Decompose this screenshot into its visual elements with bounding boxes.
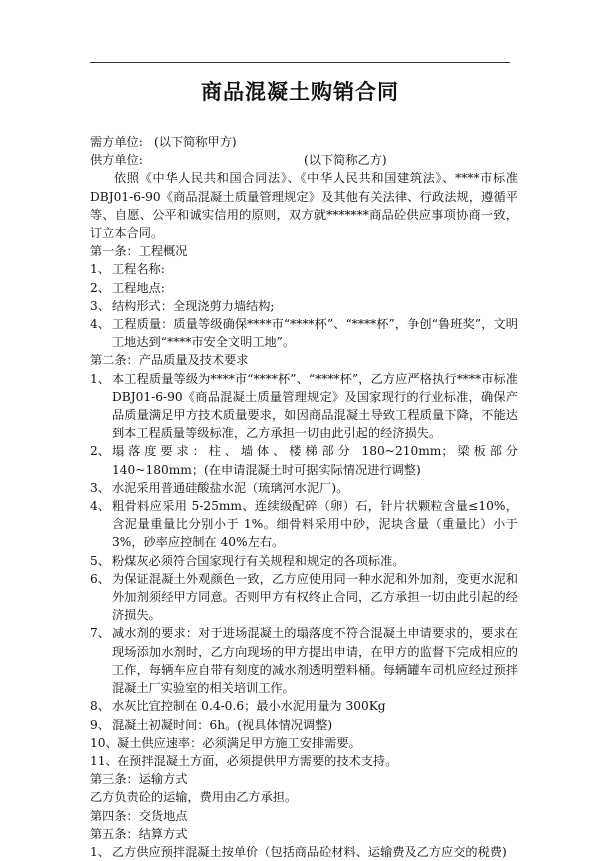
seller-line [90,151,518,169]
seller-label: 供方单位: [90,153,143,168]
item-text: 在预拌混凝土方面，必须提供甲方需要的技术支持。 [117,753,398,768]
item-number: 9、 [90,717,110,732]
contract-body [90,133,518,861]
item-text: 混凝土初凝时间：6h。(视具体情况调整) [112,717,333,732]
item-number: 10、 [90,735,118,750]
item-text: 水灰比宜控制在 0.4-0.6；最小水泥用量为 300Kg [112,699,386,714]
item-number: 3、 [90,298,110,313]
item-text: 结构形式：全现浇剪力墙结构; [112,298,275,313]
item-text: 塌落度要求：柱、墙体、楼梯部分 180~210mm；梁板部分 140~180mm；(在申请混凝土时可据实际情况进行调整) [112,444,518,477]
buyer-label: 需方单位: [90,135,143,149]
header-rule [90,62,510,63]
item-text: 减水剂的要求：对于进场混凝土的塌落度不符合混凝土申请要求的，要求在现场添加水剂时，乙方向现场的甲方提出申请，在甲方的监督下完成相应的工作，每辆车应自带有刻度的减水剂透明塑料桶。每辆罐车司机应经过预拌混凝土厂实验室的相关培训工作。 [112,626,518,696]
list-item [90,370,518,443]
list-item [90,279,518,297]
item-number: 4、 [90,317,110,332]
item-number: 5、 [90,553,110,568]
item-text: 乙方供应预拌混凝土按单价（包括商品砼材料、运输费及乙方应交的税费) [112,844,507,859]
list-item [90,297,518,315]
item-text: 粉煤灰必须符合国家现行有关规程和规定的各项标准。 [112,553,405,568]
item-number: 6、 [90,571,110,586]
list-item [90,843,518,861]
document-title: 商品混凝土购销合同 [201,80,399,104]
list-item [90,260,518,278]
section-heading: 第一条：工程概况 [90,244,188,259]
item-number: 2、 [90,444,110,459]
item-text: 工程质量：质量等级确保****市“****杯”、“****杯”，争创“鲁班奖”，文明工地达到“****市安全文明工地”。 [112,317,518,350]
buyer-note: (以下简称甲方) [154,135,237,149]
buyer-line [90,133,518,151]
list-item [90,752,518,770]
item-number: 2、 [90,280,110,295]
item-number: 8、 [90,699,110,714]
section-text: 乙方负责砼的运输，费用由乙方承担。 [90,790,298,805]
section-heading: 第二条：产品质量及技术要求 [90,353,249,368]
list-item [90,570,518,625]
seller-note: (以下简称乙方) [304,153,387,168]
preamble: 依照《中华人民共和国合同法》、《中华人民共和国建筑法》、****市标准DBJ01-6-90《商品混凝土质量管理规定》及其他有关法律、行政法规，遵循平等、自愿、公平和诚实信用的原则，双方就*******商品砼供应事项协商一致，订立本合同。 [90,171,518,241]
section-heading: 第五条：结算方式 [90,826,188,841]
item-text: 凝土供应速率：必须满足甲方施工安排需要。 [117,735,361,750]
list-item [90,734,518,752]
section-heading: 第三条：运输方式 [90,772,188,787]
item-text: 水泥采用普通硅酸盐水泥（琉璃河水泥厂)。 [112,480,349,495]
item-text: 本工程质量等级为****市“****杯”、“****杯”，乙方应严格执行****市标准DBJ01-6-90《商品混凝土质量管理规定》及国家现行的行业标准，确保产品质量满足甲方技术质量要求，如因商品混凝土导致工程质量下降，不能达到本工程质量等级标准，乙方承担一切由此引起的经济损失。 [112,371,518,441]
section-heading: 第四条：交货地点 [90,808,188,823]
item-number: 1、 [90,371,110,386]
list-item [90,624,518,697]
item-number: 3、 [90,480,110,495]
list-item [90,497,518,552]
item-text: 工程地点: [112,280,165,295]
list-item [90,442,518,478]
item-text: 粗骨料应采用 5-25mm、连续级配碎（卵）石，针片状颗粒含量≤10%，含泥量重量比分别小于 1%。细骨料采用中砂，泥块含量（重量比）小于 3%，砂率应控制在 40%左右。 [112,499,518,550]
item-number: 1、 [90,844,110,859]
item-number: 11、 [90,753,118,768]
list-item [90,479,518,497]
list-item [90,315,518,351]
list-item [90,552,518,570]
item-text: 工程名称: [112,262,165,277]
list-item [90,697,518,715]
list-item [90,716,518,734]
item-number: 1、 [90,262,110,277]
item-text: 为保证混凝土外观颜色一致，乙方应使用同一种水泥和外加剂，变更水泥和外加剂须经甲方同意。否则甲方有权终止合同，乙方承担一切由此引起的经济损失。 [112,571,518,623]
item-number: 4、 [90,499,110,514]
item-number: 7、 [90,626,110,641]
